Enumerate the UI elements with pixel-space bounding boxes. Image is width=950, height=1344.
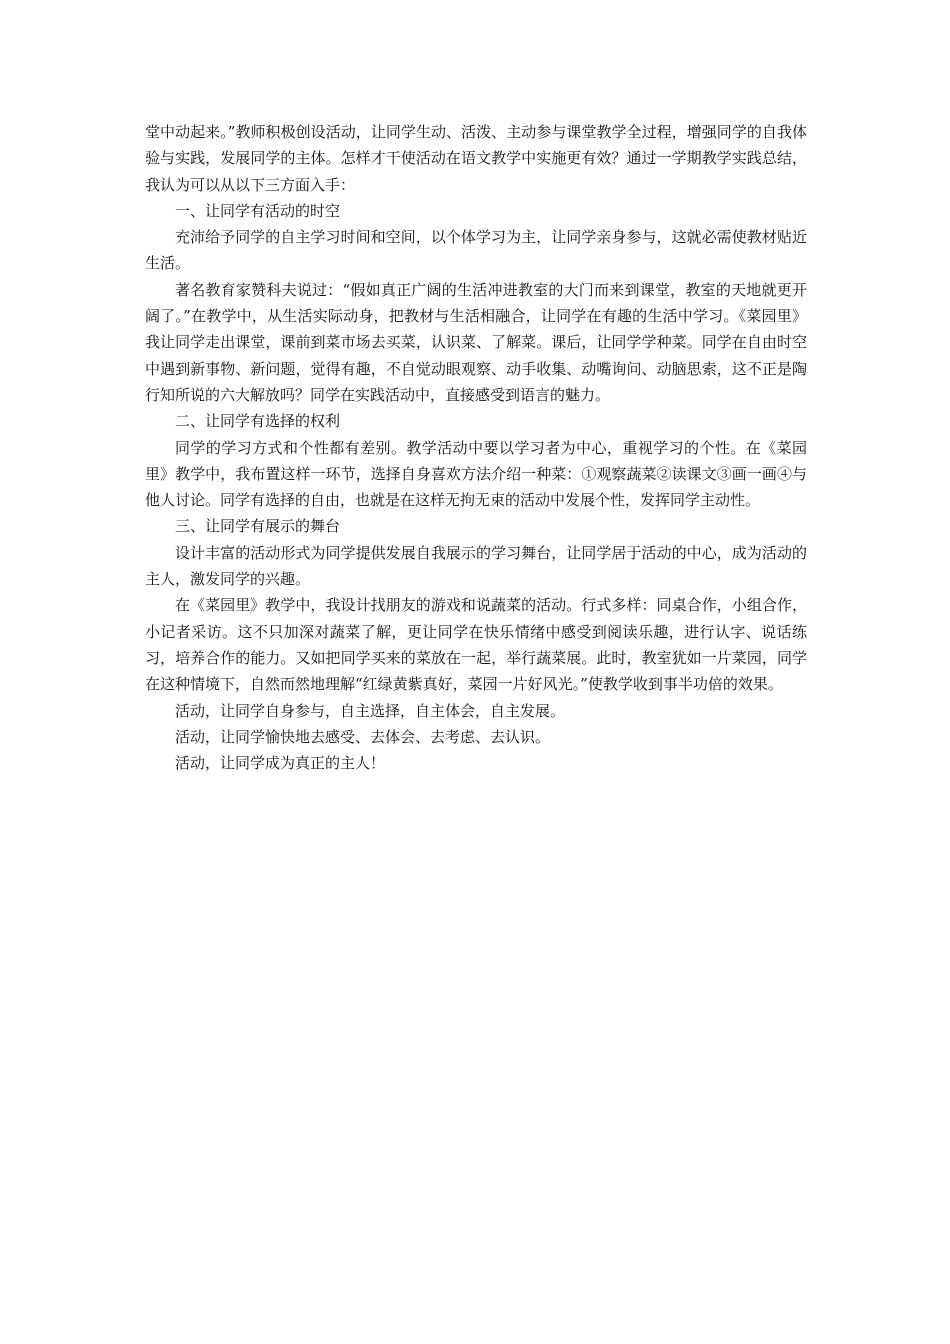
section-heading-3: 三、让同学有展示的舞台 (175, 517, 341, 536)
section-heading-1: 一、让同学有活动的时空 (175, 201, 341, 220)
section-heading-2: 二、让同学有选择的权利 (175, 412, 341, 431)
paragraph: 同学的学习方式和个性都有差别。教学活动中要以学习者为中心，重视学习的个性。在《菜园里》教学中，我布置这样一环节，选择自身喜欢方法介绍一种菜：①观察蔬菜②读课文③画一画④与他人讨论。同学有选择的自由，也就是在这样无拘无束的活动中发展个性，发挥同学主动性。 (145, 438, 807, 510)
closing-line: 活动，让同学愉快地去感受、去体会、去考虑、去认识。 (175, 727, 551, 746)
closing-line: 活动，让同学自身参与，自主选择，自主体会，自主发展。 (175, 701, 566, 720)
paragraph: 著名教育家赞科夫说过：“假如真正广阔的生活冲进教室的大门而来到课堂，教室的天地就更开阔了。”在教学中，从生活实际动身，把教材与生活相融合，让同学在有趣的生活中学习。《菜园里》我让同学走出课堂，课前到菜市场去买菜，认识菜、了解菜。课后，让同学学种菜。同学在自由时空中遇到新事物、新问题，觉得有趣，不自觉动眼观察、动手收集、动嘴询问、动脑思索，这不正是陶行知所说的六大解放吗？同学在实践活动中，直接感受到语言的魅力。 (145, 280, 807, 404)
document-body (145, 119, 807, 776)
closing-line: 活动，让同学成为真正的主人！ (175, 754, 386, 773)
paragraph-intro-continuation: 堂中动起来。”教师积极创设活动，让同学生动、活泼、主动参与课堂教学全过程，增强同学的自我体验与实践，发展同学的主体。怎样才干使活动在语文教学中实施更有效？通过一学期教学实践总结，我认为可以从以下三方面入手： (145, 123, 807, 194)
paragraph: 充沛给予同学的自主学习时间和空间，以个体学习为主，让同学亲身参与，这就必需使教材贴近生活。 (145, 228, 807, 273)
paragraph: 设计丰富的活动形式为同学提供发展自我展示的学习舞台，让同学居于活动的中心，成为活动的主人，激发同学的兴趣。 (145, 543, 807, 589)
paragraph: 在《菜园里》教学中，我设计找朋友的游戏和说蔬菜的活动。行式多样：同桌合作，小组合作，小记者采访。这不只加深对蔬菜了解，更让同学在快乐情绪中感受到阅读乐趣，进行认字、说话练习，培养合作的能力。又如把同学买来的菜放在一起，举行蔬菜展。此时，教室犹如一片菜园，同学在这种情境下，自然而然地理解“红绿黄紫真好，菜园一片好风光。”使教学收到事半功倍的效果。 (145, 596, 807, 694)
